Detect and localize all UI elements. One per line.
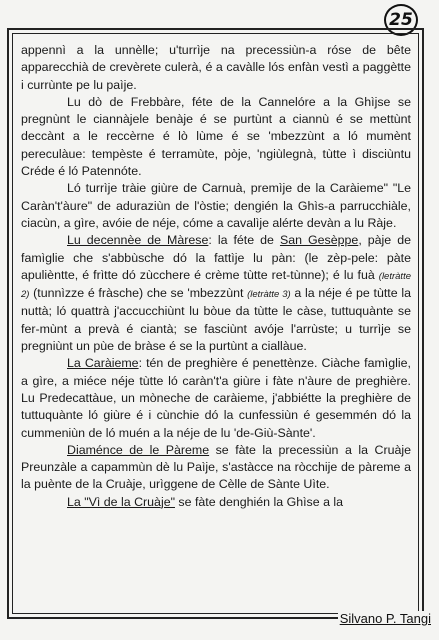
text-run: , pàje de famìglie che s'abbùsche dó la fattìje lu pàn: (le zèp-pele: pàte apulièntte, é frìtte dó zùcchere é crème tùtte ret-tùnne); é lu fuà: [21, 233, 411, 282]
text-run: a la néje é pe tùtte la nuttà; ló quattrà j'accucchiùnt lu bòue da tùtte le càse, tuttuquànte se fer-mùnt a prevà é ciantà; se fasciùnt avóje l'arrùste; u turrìje se pregniùnt un pùe de bràse é se la purtùnt a ciallàue.: [21, 286, 411, 354]
page-number: 25: [384, 4, 418, 36]
document-text-block: [21, 42, 411, 511]
text-run: appennì a la unnèlle; u'turrìje na precessiùn-a róse de bête apparecchià de crevèrete culerà, é a cavàlle lós enfàn vestì a paggètte i currùnte pe lu paìje.: [21, 43, 411, 92]
text-run: : tén de preghière é penettènze. Ciàche famìglie, a gìre, a miéce néje tùtte ló caràn't'a giùre i fàte n'àure de preghière. Lu Predecattàue, un mòneche de caràieme, j'abbiétte la preghière de tuttuquànte ló giùre é i cùnchie dó la cunfessiùn é gesemmén dó la cummeniùn de ló muén a la néje de lu 'de-Giù-Sànte'.: [21, 356, 411, 440]
text-run: Ló turrìje tràie giùre de Carnuà, premìje de la Caràieme" "Le Caràn't'àure" de aduraziùn de l'òstie; dengién la Ghìs-a parrucchiàle, ciacùn, a gìre, avóie de néje, cóme a cavalìje alérte devàn a lu Ràje.: [21, 181, 411, 230]
paragraph: [21, 94, 411, 180]
paragraph: [21, 180, 411, 232]
author-signature: Silvano P. Tangi: [339, 611, 431, 626]
underlined-heading: San Gesèppe: [279, 233, 359, 248]
text-run: : la féte de: [208, 233, 280, 248]
figure-reference: (letràtte 3): [247, 289, 291, 301]
paragraph: [21, 494, 411, 511]
paragraph: [21, 442, 411, 494]
paragraph: [21, 355, 411, 441]
text-run: se fàte denghién la Ghìse a la: [174, 494, 344, 509]
underlined-heading: La Caràieme: [67, 356, 139, 371]
underlined-heading: La "Vì de la Cruàje": [67, 494, 175, 509]
text-run: se fàte la precessiùn a la Cruàje Preunzàle a capammùn dè lu Paìje, s'astàcce na ròcchije de pàreme a la puènte de la Cruàje, urìggene de Cèlle de Sànte Uìte.: [21, 442, 411, 492]
underlined-heading: Diaménce de le Pàreme: [67, 442, 210, 457]
figure-reference: (letràtte 2): [21, 270, 411, 301]
paragraph: [21, 42, 411, 94]
text-run: Lu dò de Frebbàre, féte de la Cannelóre a la Ghìjse se pregnùnt le ciannàjele benàje é se purtùnt a ciannù é se mettùnt deccànt a le reccèrne é lò lùme é se 'mbezzùnt a ló mumènt pereculàue: tempèste é terramùte, pòje, 'ngiùlegnà, tùtte ì disciùntu Créde é ló Patennóte.: [21, 94, 411, 179]
underlined-heading: Lu decennèe de Màrese: [67, 233, 209, 248]
text-run: (tunnìzze é fràsche) che se 'mbezzùnt: [29, 286, 248, 301]
paragraph: [21, 232, 411, 355]
